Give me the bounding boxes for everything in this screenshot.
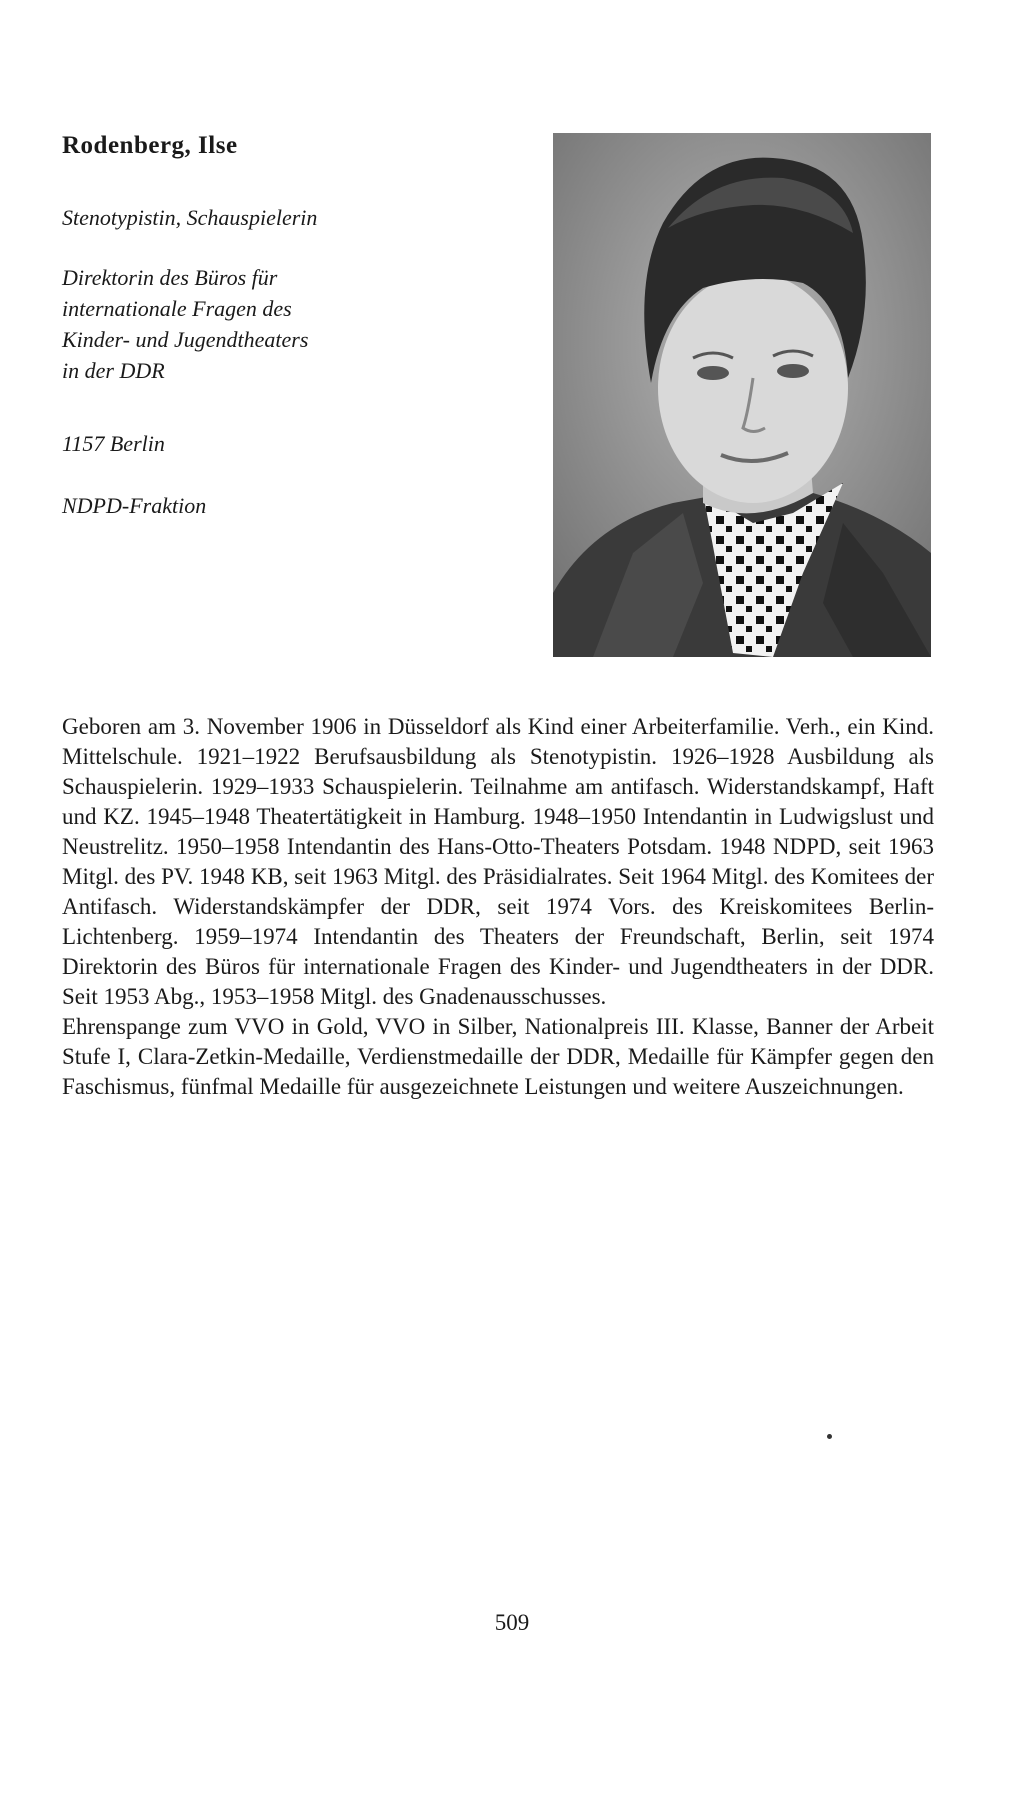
portrait-photo-icon (553, 133, 931, 657)
stray-mark (827, 1434, 832, 1439)
position (62, 262, 308, 386)
position-line: in der DDR (62, 358, 165, 383)
portrait-photo (553, 133, 931, 657)
position-line: internationale Fragen des (62, 296, 292, 321)
position-line: Kinder- und Jugendtheaters (62, 327, 309, 352)
biography (62, 712, 934, 1102)
page-number: 509 (494, 1610, 530, 1635)
biography-text: Geboren am 3. November 1906 in Düsseldorf als Kind einer Arbeiterfamilie. Verh., ein Kind. Mittelschule. 1921–1922 Berufsausbildung als Stenotypistin. 1926–1928 Ausbildung als Schauspielerin. 1929–1933 Schauspielerin. Teilnahme am antifasch. Widerstandskampf, Haft und KZ. 1945–1948 Theatertätigkeit in Hamburg. 1948–1950 Intendantin in Ludwigslust und Neustrelitz. 1950–1958 Intendantin des Hans-Otto-Theaters Potsdam. 1948 NDPD, seit 1963 Mitgl. des PV. 1948 KB, seit 1963 Mitgl. des Präsidialrates. Seit 1964 Mitgl. des Komitees der Antifasch. Widerstandskämpfer der DDR, seit 1974 Vors. des Kreiskomitees Berlin-Lichtenberg. 1959–1974 Intendantin des Theaters der Freundschaft, Berlin, seit 1974 Direktorin des Büros für internationale Fragen des Kinder- und Jugendtheaters in der DDR. Seit 1953 Abg., 1953–1958 Mitgl. des Gnadenausschusses. (62, 714, 934, 1009)
position-line: Direktorin des Büros für (62, 265, 278, 290)
profession: Stenotypistin, Schauspielerin (62, 205, 318, 230)
entry-name: Rodenberg, Ilse (62, 132, 238, 159)
city: 1157 Berlin (62, 431, 165, 456)
awards-text: Ehrenspange zum VVO in Gold, VVO in Silber, Nationalpreis III. Klasse, Banner der Arbeit Stufe I, Clara-Zetkin-Medaille, Verdienstmedaille der DDR, Medaille für Kämpfer gegen den Faschismus, fünfmal Medaille für ausgezeichnete Leistungen und weitere Auszeichnungen. (62, 1014, 934, 1099)
fraction: NDPD-Fraktion (62, 493, 207, 518)
